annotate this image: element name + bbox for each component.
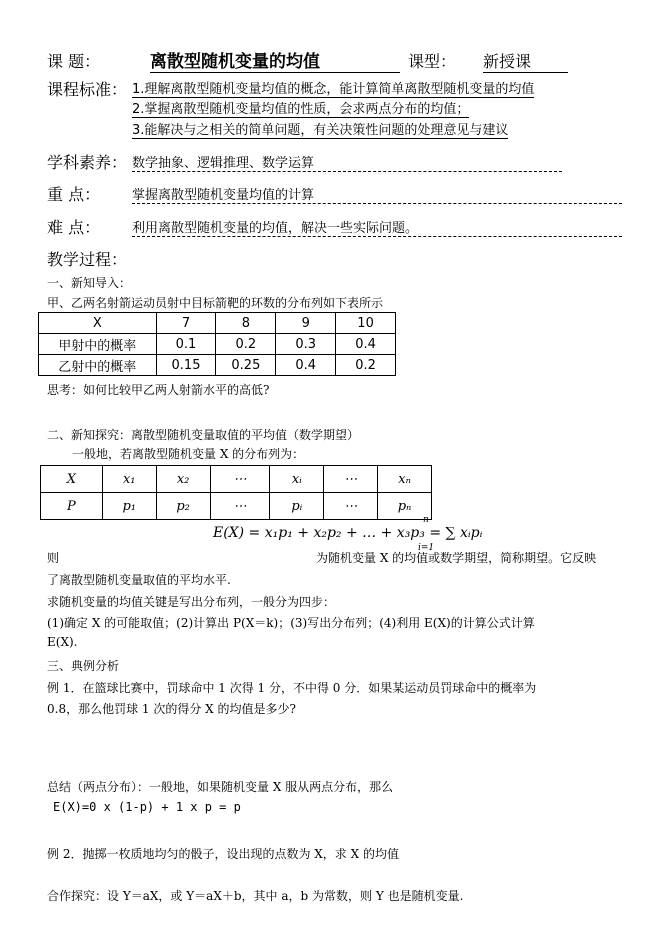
summary-formula: E(X)=0 x (1-p) + 1 x p = p (53, 800, 241, 814)
table-cell: 0.4 (336, 334, 396, 355)
standards-label: 课程标准： (47, 80, 128, 99)
table-cell: X (39, 313, 157, 334)
type-value: 新授课 (483, 49, 568, 73)
table-cell: 0.1 (156, 334, 216, 355)
table-cell: 甲射中的概率 (39, 334, 157, 355)
table-cell: ⋯ (210, 466, 270, 493)
table-cell: 0.3 (276, 334, 336, 355)
literacy-value: 数学抽象、逻辑推理、数学运算 (132, 152, 562, 172)
table-cell: 8 (216, 313, 276, 334)
type-label: 课型： (408, 52, 457, 71)
steps-line-2: (1)确定 X 的可能取值；(2)计算出 P(X＝k)；(3)写出分布列；(4)利用 E(X)的计算公式计算 (47, 616, 535, 630)
table-cell: 0.15 (156, 355, 216, 376)
explain-line-2: 了离散型随机变量取值的平均水平. (47, 573, 231, 587)
standard-item-3: 3.能解决与之相关的简单问题，有关决策性问题的处理意见与建议 (132, 119, 508, 139)
process-label: 教学过程： (47, 250, 128, 269)
table-row (41, 493, 432, 520)
table-cell: ⋯ (324, 466, 378, 493)
table-cell: xᵢ (270, 466, 324, 493)
table-cell: 0.25 (216, 355, 276, 376)
table-cell: p₂ (156, 493, 210, 520)
example1-line-2: 0.8，那么他罚球 1 次的得分 X 的均值是多少? (47, 702, 296, 716)
course-label: 课 题： (47, 52, 101, 71)
example1-line-1: 例 1．在篮球比赛中，罚球命中 1 次得 1 分，不中得 0 分．如果某运动员罚球命中的概率为 (47, 681, 537, 695)
key-point-value: 掌握离散型随机变量均值的计算 (132, 184, 622, 204)
table-cell: x₁ (102, 466, 156, 493)
section1-intro: 甲、乙两名射箭运动员射中目标箭靶的环数的分布列如下表所示 (47, 296, 384, 310)
distribution-table (40, 465, 432, 520)
table-cell: 9 (276, 313, 336, 334)
table-cell: x₂ (156, 466, 210, 493)
section2-intro: 一般地，若离散型随机变量 X 的分布列为： (72, 447, 305, 461)
table-row (39, 334, 396, 355)
coop-line: 合作探究：设 Y＝aX，或 Y＝aX＋b，其中 a，b 为常数，则 Y 也是随机变量. (47, 889, 464, 903)
section1-heading: 一、新知导入： (47, 276, 132, 290)
sum-lower-limit: i=1 (418, 543, 435, 553)
difficulty-label: 难 点： (47, 218, 101, 237)
section3-heading: 三、典例分析 (47, 659, 120, 673)
table-cell: ⋯ (324, 493, 378, 520)
table-cell: p₁ (102, 493, 156, 520)
table-cell: ⋯ (210, 493, 270, 520)
literacy-label: 学科素养： (47, 153, 128, 172)
table-cell: 0.4 (276, 355, 336, 376)
table-cell: xₙ (378, 466, 432, 493)
key-point-label: 重 点： (47, 185, 101, 204)
table-cell: pₙ (378, 493, 432, 520)
standard-item-2: 2.掌握离散型随机变量均值的性质，会求两点分布的均值； (132, 98, 469, 118)
table-cell: 7 (156, 313, 216, 334)
sum-upper-limit: n (423, 515, 429, 525)
steps-line-3: E(X). (47, 635, 78, 649)
difficulty-value: 利用离散型随机变量的均值，解决一些实际问题。 (132, 217, 622, 237)
expectation-formula: E(X) = x₁p₁ + x₂p₂ + … + x₃p₃ = ∑ xᵢpᵢ (213, 525, 483, 541)
table-cell: 10 (336, 313, 396, 334)
table-cell: P (41, 493, 103, 520)
table-cell: pᵢ (270, 493, 324, 520)
table-header-row (39, 313, 396, 334)
think-question: 思考：如何比较甲乙两人射箭水平的高低? (47, 383, 270, 397)
then-word: 则 (47, 551, 60, 565)
shooting-table (38, 312, 396, 376)
summary-line: 总结（两点分布）：一般地，如果随机变量 X 服从两点分布，那么 (47, 780, 394, 794)
example2-line: 例 2．抛掷一枚质地均匀的骰子，设出现的点数为 X，求 X 的均值 (47, 847, 399, 861)
table-row (39, 355, 396, 376)
explain-line-1: 为随机变量 X 的均值或数学期望，简称期望。它反映 (316, 551, 597, 565)
table-cell: 0.2 (336, 355, 396, 376)
page-title: 离散型随机变量的均值 (150, 47, 400, 73)
standard-item-1: 1.理解离散型随机变量均值的概念，能计算简单离散型随机变量的均值 (132, 78, 534, 98)
table-cell: 0.2 (216, 334, 276, 355)
section2-heading: 二、新知探究：离散型随机变量取值的平均值（数学期望） (47, 428, 360, 442)
table-cell: 乙射中的概率 (39, 355, 157, 376)
steps-line-1: 求随机变量的均值关键是写出分布列，一般分为四步： (47, 595, 336, 609)
table-row (41, 466, 432, 493)
table-cell: X (41, 466, 103, 493)
